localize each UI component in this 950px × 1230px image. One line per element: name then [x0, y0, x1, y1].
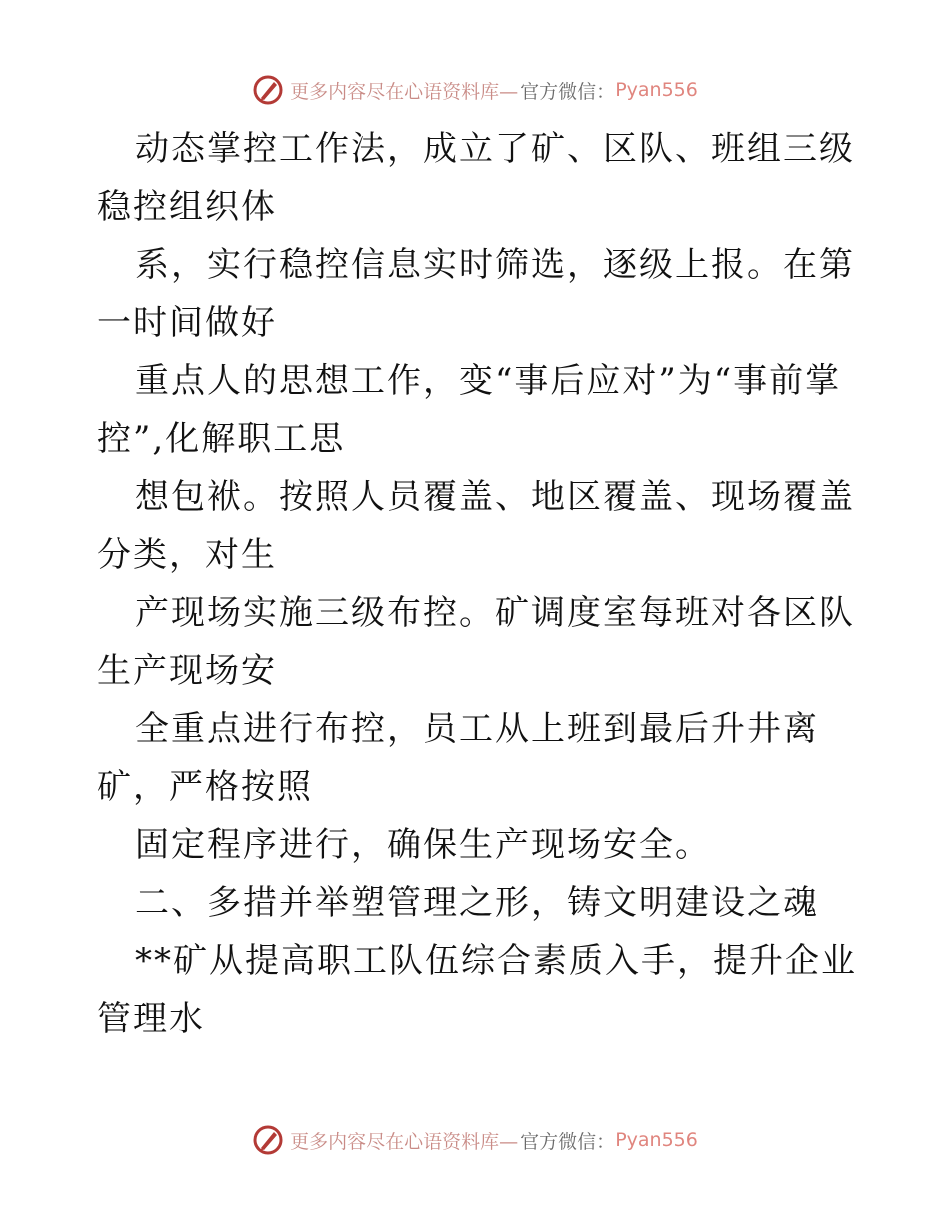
watermark-wechat-id: Pyan556: [615, 1129, 698, 1151]
watermark-wechat-label: 官方微信：: [520, 1130, 616, 1153]
watermark-text: 更多内容尽在心语资料库—: [290, 80, 519, 103]
paragraph: 产现场实施三级布控。矿调度室每班对各区队生产现场安: [97, 593, 855, 691]
section-heading: 二、多措并举塑管理之形，铸文明建设之魂: [135, 883, 819, 923]
paragraph: 系，实行稳控信息实时筛选，逐级上报。在第一时间做好: [97, 245, 855, 343]
header-watermark: [0, 70, 950, 110]
quill-pen-logo-icon: [252, 74, 284, 106]
paragraph: 想包袱。按照人员覆盖、地区覆盖、现场覆盖分类，对生: [97, 477, 855, 575]
watermark-wechat-id: Pyan556: [615, 79, 698, 101]
paragraph: 重点人的思想工作，变“事后应对”为“事前掌控”,化解职工思: [97, 361, 842, 459]
paragraph: **矿从提高职工队伍综合素质入手，提升企业管理水: [97, 941, 857, 1039]
paragraph: 动态掌控工作法，成立了矿、区队、班组三级稳控组织体: [97, 129, 855, 227]
quill-pen-logo-icon: [252, 1124, 284, 1156]
paragraph: 全重点进行布控，员工从上班到最后升井离矿，严格按照: [97, 709, 819, 807]
footer-watermark: [0, 1120, 950, 1160]
watermark-text: 更多内容尽在心语资料库—: [290, 1130, 519, 1153]
watermark-wechat-label: 官方微信：: [520, 80, 616, 103]
document-body: [97, 120, 857, 1048]
paragraph: 固定程序进行，确保生产现场安全。: [135, 825, 711, 865]
